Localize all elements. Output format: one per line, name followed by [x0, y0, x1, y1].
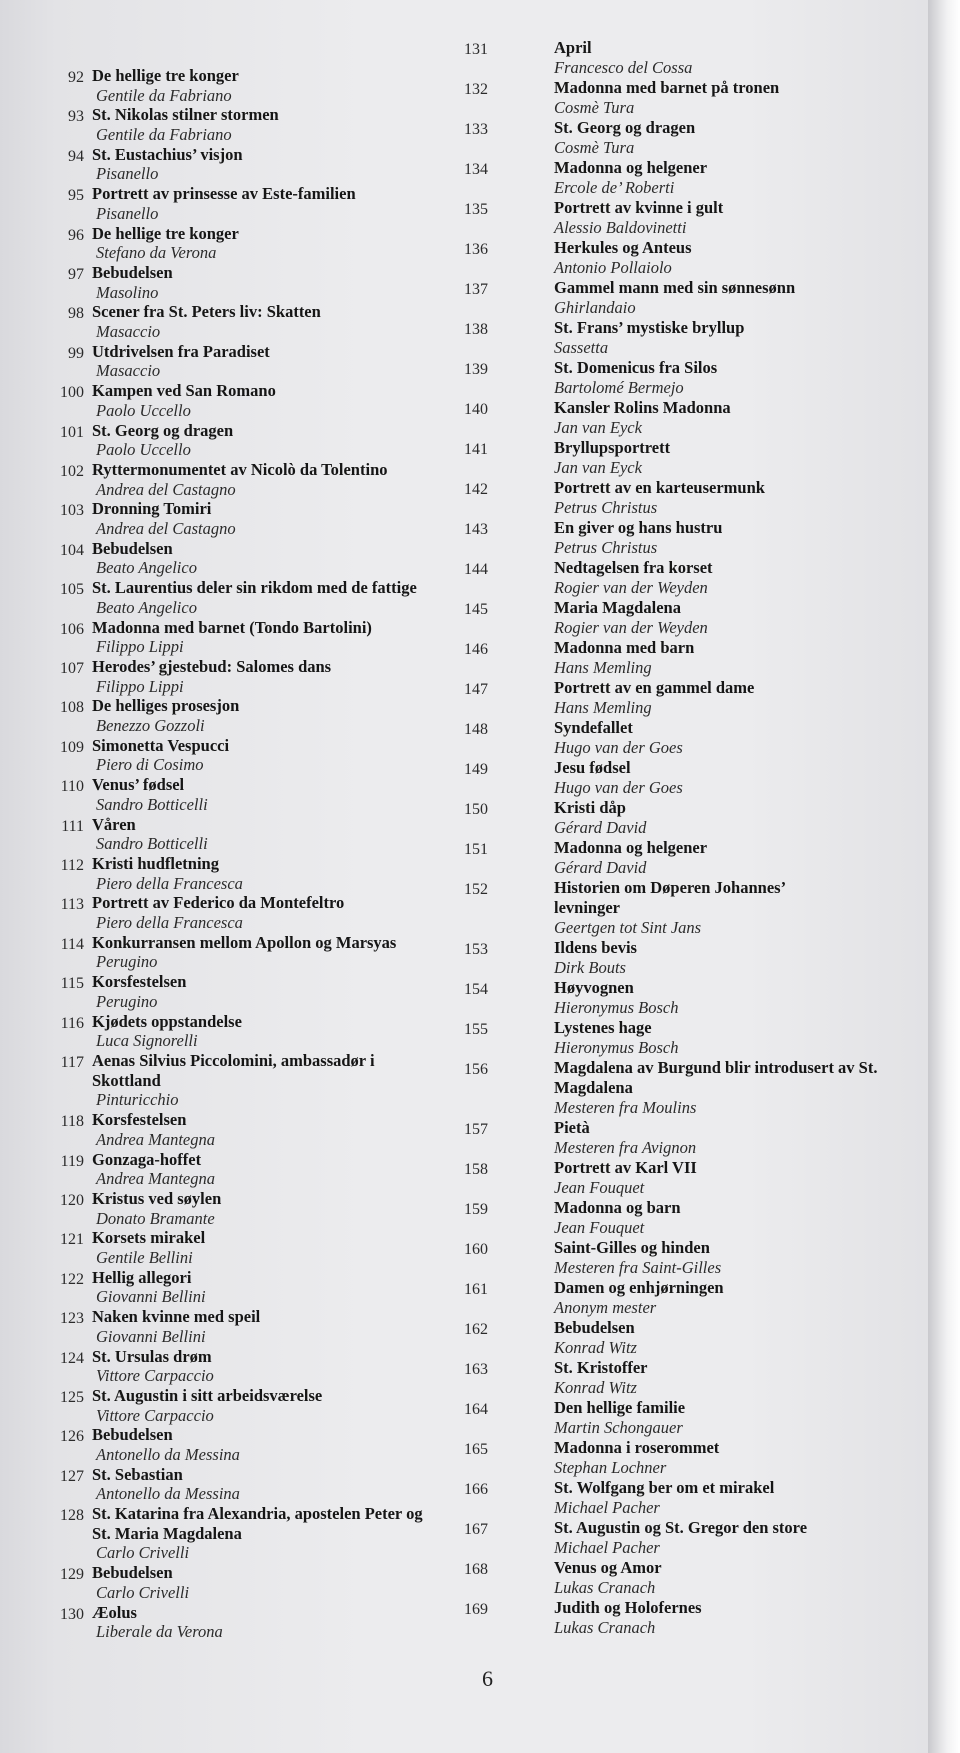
item-number: 147	[464, 681, 488, 698]
item-title: St. Nikolas stilner stormen	[92, 105, 279, 125]
item-artist: Alessio Baldovinetti	[554, 218, 687, 237]
item-artist: Sassetta	[554, 338, 609, 357]
item-artist: Beato Angelico	[96, 558, 197, 578]
item-title: Simonetta Vespucci	[92, 735, 230, 755]
item-artist: Lukas Cranach	[554, 1578, 656, 1597]
item-number: 112	[60, 857, 84, 874]
item-number: 168	[464, 1561, 488, 1578]
item-number: 121	[60, 1231, 84, 1249]
item-artist: Benezzo Gozzoli	[96, 716, 205, 736]
item-number: 167	[464, 1521, 488, 1538]
item-number: 93	[68, 108, 84, 126]
item-artist: Bartolomé Bermejo	[554, 378, 684, 397]
item-title: Lystenes hage	[554, 1018, 652, 1037]
item-number: 161	[464, 1281, 488, 1298]
item-title: Madonna og barn	[554, 1198, 681, 1217]
item-artist: Jan van Eyck	[554, 418, 642, 437]
item-artist: Perugino	[96, 952, 158, 972]
item-title: Venus og Amor	[554, 1558, 662, 1577]
item-artist: Gentile Bellini	[96, 1247, 193, 1267]
item-title: Madonna og helgener	[554, 838, 708, 857]
item-artist: Carlo Crivelli	[96, 1543, 190, 1563]
item-title: St. Augustin i sitt arbeidsværelse	[92, 1385, 323, 1405]
item-artist: Gérard David	[554, 858, 647, 877]
page-number: 6	[482, 1666, 493, 1691]
item-number: 165	[464, 1441, 488, 1458]
item-artist: Rogier van der Weyden	[554, 618, 708, 637]
item-number: 125	[60, 1388, 84, 1406]
item-artist: Donato Bramante	[96, 1208, 215, 1228]
item-title: Korsfestelsen	[92, 972, 187, 992]
item-artist: Masaccio	[96, 322, 161, 342]
item-artist: Lukas Cranach	[554, 1618, 656, 1637]
item-title: De hellige tre konger	[92, 66, 239, 85]
item-artist: Giovanni Bellini	[96, 1326, 206, 1346]
item-artist: Andrea del Castagno	[96, 519, 236, 539]
item-artist: Antonello da Messina	[96, 1444, 240, 1464]
item-title: Kansler Rolins Madonna	[554, 398, 731, 417]
item-artist: Sandro Botticelli	[96, 834, 208, 854]
item-title: Våren	[92, 814, 136, 834]
item-artist: Michael Pacher	[554, 1538, 660, 1557]
item-title: Portrett av en gammel dame	[554, 678, 755, 697]
item-title: Bryllupsportrett	[554, 438, 671, 457]
item-artist: Giovanni Bellini	[96, 1287, 206, 1307]
item-artist: Liberale da Verona	[96, 1622, 223, 1642]
item-title: Saint-Gilles og hinden	[554, 1238, 710, 1257]
item-artist: Pisanello	[96, 203, 159, 223]
item-artist: Carlo Crivelli	[96, 1582, 190, 1602]
item-artist: Pisanello	[96, 164, 159, 184]
item-title: Gonzaga-hoffet	[92, 1149, 202, 1169]
item-number: 124	[60, 1349, 84, 1367]
item-number: 130	[60, 1605, 84, 1623]
item-number: 144	[464, 561, 488, 578]
item-artist: Luca Signorelli	[96, 1031, 198, 1051]
item-artist: Pinturicchio	[96, 1090, 179, 1110]
item-number: 153	[464, 941, 488, 958]
item-artist: Dirk Bouts	[554, 958, 626, 977]
item-artist: Jean Fouquet	[554, 1218, 645, 1237]
item-artist: Filippo Lippi	[96, 676, 184, 696]
item-title: Kristi hudfletning	[92, 854, 219, 873]
item-title-continued: St. Maria Magdalena	[92, 1523, 242, 1543]
item-artist: Masaccio	[96, 361, 161, 381]
item-artist: Petrus Christus	[554, 498, 658, 517]
item-artist: Piero della Francesca	[96, 913, 243, 933]
item-artist: Beato Angelico	[96, 597, 197, 617]
item-title: Bebudelsen	[92, 1425, 173, 1445]
item-artist: Sandro Botticelli	[96, 794, 208, 814]
item-title: Scener fra St. Peters liv: Skatten	[92, 302, 321, 322]
item-number: 101	[60, 423, 84, 441]
item-artist: Antonio Pollaiolo	[554, 258, 672, 277]
item-artist: Stefano da Verona	[96, 243, 217, 263]
item-title: Dronning Tomiri	[92, 499, 212, 519]
item-number: 164	[464, 1401, 488, 1418]
item-number: 155	[464, 1021, 488, 1038]
item-number: 103	[60, 502, 84, 520]
item-artist: Gérard David	[554, 818, 647, 837]
item-artist: Antonello da Messina	[96, 1484, 240, 1504]
item-title: Madonna og helgener	[554, 158, 708, 177]
item-number: 133	[464, 121, 488, 138]
item-number: 99	[68, 344, 84, 362]
item-artist: Piero della Francesca	[96, 873, 243, 893]
item-artist: Perugino	[96, 991, 158, 1011]
item-artist: Gentile da Fabriano	[96, 125, 232, 145]
item-title: Gammel mann med sin sønnesønn	[554, 278, 796, 297]
item-number: 145	[464, 601, 488, 618]
item-number: 140	[464, 401, 488, 418]
item-artist: Paolo Uccello	[96, 440, 191, 460]
item-number: 148	[464, 721, 488, 738]
item-artist: Cosmè Tura	[554, 98, 635, 117]
item-number: 150	[464, 801, 488, 818]
item-title: Æolus	[92, 1602, 137, 1622]
item-title: Damen og enhjørningen	[554, 1278, 724, 1297]
item-number: 115	[60, 975, 84, 993]
item-title: St. Augustin og St. Gregor den store	[554, 1518, 808, 1537]
item-title: Korsfestelsen	[92, 1110, 187, 1130]
item-artist: Vittore Carpaccio	[96, 1405, 214, 1425]
item-number: 157	[464, 1121, 488, 1138]
item-number: 105	[60, 581, 84, 599]
item-title: Pietà	[554, 1118, 590, 1137]
item-number: 107	[60, 660, 84, 677]
item-artist: Cosmè Tura	[554, 138, 635, 157]
item-number: 132	[464, 81, 488, 98]
item-artist: Mesteren fra Moulins	[554, 1098, 697, 1117]
item-number: 94	[68, 147, 84, 165]
item-title: Syndefallet	[554, 718, 633, 737]
item-number: 166	[464, 1481, 488, 1498]
item-artist: Konrad Witz	[554, 1338, 637, 1357]
item-artist: Hugo van der Goes	[554, 738, 683, 757]
item-number: 119	[60, 1152, 84, 1170]
item-title: Kjødets oppstandelse	[92, 1011, 242, 1031]
item-number: 113	[60, 896, 84, 914]
item-number: 126	[60, 1428, 84, 1446]
item-number: 149	[464, 761, 488, 778]
item-artist: Andrea Mantegna	[96, 1129, 215, 1149]
item-number: 146	[464, 641, 488, 658]
item-title: Bebudelsen	[554, 1318, 635, 1337]
item-title: Madonna med barnet på tronen	[554, 78, 780, 97]
item-title: Korsets mirakel	[92, 1228, 206, 1248]
item-number: 158	[464, 1161, 488, 1178]
item-artist: Filippo Lippi	[96, 637, 184, 657]
item-title-continued: Skottland	[92, 1070, 161, 1090]
item-artist: Mesteren fra Saint-Gilles	[554, 1258, 722, 1277]
item-title: Portrett av Federico da Montefeltro	[92, 893, 345, 913]
item-title-continued: Magdalena	[554, 1078, 633, 1097]
item-title: De helliges prosesjon	[92, 696, 240, 716]
item-title: April	[554, 38, 592, 57]
item-artist: Jan van Eyck	[554, 458, 642, 477]
item-artist: Stephan Lochner	[554, 1458, 667, 1477]
item-title: Ildens bevis	[554, 938, 637, 957]
item-artist: Geertgen tot Sint Jans	[554, 918, 702, 937]
item-title: Portrett av prinsesse av Este-familien	[92, 184, 356, 204]
item-title: Naken kvinne med speil	[92, 1307, 261, 1327]
item-number: 162	[464, 1321, 488, 1338]
item-title: De hellige tre konger	[92, 223, 239, 243]
item-number: 154	[464, 981, 488, 998]
item-title: Judith og Holofernes	[554, 1598, 702, 1617]
item-number: 128	[60, 1507, 84, 1525]
item-title: Jesu fødsel	[554, 758, 631, 777]
item-title: Ryttermonumentet av Nicolò da Tolentino	[92, 460, 388, 479]
page-edge	[928, 0, 960, 1753]
item-artist: Ercole de’ Roberti	[554, 178, 675, 197]
item-title: St. Georg og dragen	[554, 118, 696, 137]
item-title: St. Laurentius deler sin rikdom med de fattige	[92, 578, 417, 598]
item-number: 138	[464, 321, 488, 338]
item-title: Portrett av kvinne i gult	[554, 198, 724, 217]
item-title-continued: levninger	[554, 898, 620, 917]
item-number: 160	[464, 1241, 488, 1258]
item-title: Madonna med barn	[554, 638, 695, 657]
item-title: Bebudelsen	[92, 263, 173, 282]
item-title: Venus’ fødsel	[92, 775, 185, 795]
item-number: 151	[464, 841, 488, 858]
item-number: 102	[60, 463, 84, 480]
item-number: 118	[60, 1113, 84, 1131]
item-artist: Hans Memling	[554, 698, 652, 717]
item-artist: Rogier van der Weyden	[554, 578, 708, 597]
item-title: Kampen ved San Romano	[92, 381, 276, 401]
item-title: St. Katarina fra Alexandria, apostelen Peter og	[92, 1504, 423, 1524]
item-number: 92	[68, 69, 84, 86]
item-title: St. Ursulas drøm	[92, 1346, 212, 1366]
item-number: 110	[60, 778, 84, 796]
item-number: 169	[464, 1601, 488, 1618]
item-title: Magdalena av Burgund blir introdusert av St.	[554, 1058, 878, 1077]
item-title: Historien om Døperen Johannes’	[554, 878, 787, 897]
item-title: Den hellige familie	[554, 1398, 686, 1417]
item-artist: Gentile da Fabriano	[96, 85, 232, 105]
item-number: 95	[68, 187, 84, 205]
item-artist: Martin Schongauer	[554, 1418, 683, 1437]
item-number: 127	[60, 1467, 84, 1485]
item-title: Høyvognen	[554, 978, 634, 997]
item-title: St. Sebastian	[92, 1464, 183, 1484]
item-number: 142	[464, 481, 488, 498]
item-title: St. Wolfgang ber om et mirakel	[554, 1478, 775, 1497]
item-artist: Vittore Carpaccio	[96, 1366, 214, 1386]
item-number: 143	[464, 521, 488, 538]
item-artist: Hieronymus Bosch	[554, 998, 679, 1017]
item-artist: Ghirlandaio	[554, 298, 636, 317]
item-title: Hellig allegori	[92, 1267, 192, 1287]
item-number: 159	[464, 1201, 488, 1218]
item-artist: Jean Fouquet	[554, 1178, 645, 1197]
item-artist: Paolo Uccello	[96, 400, 191, 420]
item-title: St. Domenicus fra Silos	[554, 358, 718, 377]
item-number: 122	[60, 1270, 84, 1288]
item-title: Bebudelsen	[92, 538, 173, 558]
item-title: Herkules og Anteus	[554, 238, 692, 257]
item-title: Madonna med barnet (Tondo Bartolini)	[92, 617, 372, 637]
item-artist: Hieronymus Bosch	[554, 1038, 679, 1057]
item-number: 100	[60, 384, 84, 402]
item-title: Konkurransen mellom Apollon og Marsyas	[92, 932, 397, 952]
item-number: 106	[60, 620, 84, 638]
item-title: Maria Magdalena	[554, 598, 681, 617]
item-title: Aenas Silvius Piccolomini, ambassadør i	[92, 1051, 375, 1070]
item-artist: Andrea Mantegna	[96, 1169, 215, 1189]
item-number: 98	[68, 305, 84, 323]
item-number: 116	[60, 1014, 84, 1032]
item-artist: Anonym mester	[554, 1298, 657, 1317]
item-number: 152	[464, 881, 488, 898]
item-artist: Hans Memling	[554, 658, 652, 677]
item-number: 96	[68, 226, 84, 244]
item-number: 120	[60, 1191, 84, 1209]
item-number: 131	[464, 41, 488, 58]
item-artist: Mesteren fra Avignon	[554, 1138, 697, 1157]
item-number: 139	[464, 361, 488, 378]
item-artist: Petrus Christus	[554, 538, 658, 557]
item-artist: Hugo van der Goes	[554, 778, 683, 797]
item-artist: Konrad Witz	[554, 1378, 637, 1397]
item-number: 104	[60, 541, 84, 559]
item-title: St. Eustachius’ visjon	[92, 144, 243, 164]
item-number: 135	[464, 201, 488, 218]
item-title: Herodes’ gjestebud: Salomes dans	[92, 657, 332, 676]
item-number: 97	[68, 266, 84, 283]
item-artist: Piero di Cosimo	[96, 755, 204, 775]
item-title: St. Frans’ mystiske bryllup	[554, 318, 745, 337]
item-title: St. Georg og dragen	[92, 420, 234, 440]
item-number: 134	[464, 161, 488, 178]
item-title: St. Kristoffer	[554, 1358, 648, 1377]
item-number: 141	[464, 441, 488, 458]
item-title: Nedtagelsen fra korset	[554, 558, 713, 577]
item-title: Kristi dåp	[554, 798, 626, 817]
item-artist: Andrea del Castagno	[96, 479, 236, 499]
item-artist: Masolino	[96, 282, 159, 302]
item-title: En giver og hans hustru	[554, 518, 723, 537]
item-number: 109	[60, 738, 84, 756]
item-number: 137	[464, 281, 488, 298]
item-artist: Michael Pacher	[554, 1498, 660, 1517]
item-title: Utdrivelsen fra Paradiset	[92, 341, 270, 361]
item-number: 156	[464, 1061, 488, 1078]
item-title: Portrett av en karteusermunk	[554, 478, 765, 497]
item-number: 114	[60, 935, 84, 953]
item-number: 163	[464, 1361, 488, 1378]
item-title: Kristus ved søylen	[92, 1188, 222, 1208]
item-title: Bebudelsen	[92, 1563, 173, 1583]
item-title: Portrett av Karl VII	[554, 1158, 697, 1177]
item-number: 136	[464, 241, 488, 258]
item-number: 123	[60, 1310, 84, 1328]
item-number: 108	[60, 699, 84, 717]
item-title: Madonna i roserommet	[554, 1438, 720, 1457]
item-artist: Francesco del Cossa	[554, 58, 693, 77]
item-number: 111	[61, 817, 84, 835]
item-number: 117	[60, 1054, 84, 1071]
item-number: 129	[60, 1566, 84, 1584]
